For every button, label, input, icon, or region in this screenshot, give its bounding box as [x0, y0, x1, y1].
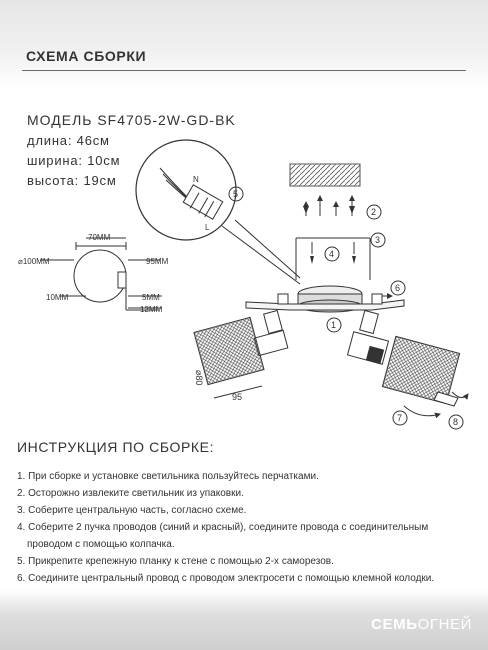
- svg-text:2: 2: [371, 207, 377, 217]
- callout-8: [449, 415, 463, 429]
- right-shade: [348, 311, 468, 416]
- canopy-arm: [246, 286, 404, 312]
- dimension-drawing: [18, 233, 169, 314]
- svg-text:4: 4: [329, 249, 335, 259]
- model-name: МОДЕЛЬ SF4705-2W-GD-BK: [27, 112, 236, 128]
- assembly-diagram: [0, 130, 488, 430]
- header-divider: [22, 70, 466, 71]
- svg-text:6: 6: [395, 283, 401, 293]
- dim-70: 70ММ: [88, 233, 111, 242]
- instruction-step-5: 5. Прикрепите крепежную планку к стене с помощью 2-х саморезов.: [17, 556, 334, 567]
- brand-light: ОГНЕЙ: [417, 616, 472, 633]
- left-shade: [194, 311, 288, 402]
- shade-diameter-dim: ⌀80: [194, 370, 204, 386]
- brand-logo: [371, 616, 472, 633]
- wire-label-n: N: [193, 175, 199, 184]
- svg-text:5: 5: [233, 189, 239, 199]
- spec-length: длина: 46см: [27, 133, 110, 148]
- screw-icons: [303, 196, 355, 216]
- callout-2: [367, 205, 381, 219]
- callout-6: [391, 281, 405, 295]
- instructions-title: ИНСТРУКЦИЯ ПО СБОРКЕ:: [17, 439, 215, 455]
- page-title: СХЕМА СБОРКИ: [26, 48, 147, 64]
- brand-bold: СЕМЬ: [371, 616, 418, 633]
- wall-section: [290, 164, 360, 186]
- shade-length-dim: 95: [232, 392, 243, 402]
- instruction-step-1: 1. При сборке и установке светильника пользуйтесь перчатками.: [17, 471, 319, 482]
- header-band: [0, 0, 488, 88]
- wire-label-l: L: [205, 223, 210, 232]
- mounting-plate: [296, 238, 370, 280]
- instruction-step-2: 2. Осторожно извлеките светильник из упаковки.: [17, 488, 244, 499]
- callout-7: [393, 411, 407, 425]
- callout-1: [327, 318, 341, 332]
- svg-text:3: 3: [375, 235, 381, 245]
- instruction-step-4: 4. Соберите 2 пучка проводов (синий и красный), соедините провода с соединительным: [17, 522, 429, 533]
- instruction-step-4-continued: проводом с помощью колпачка.: [27, 539, 175, 550]
- instruction-list: [17, 468, 434, 587]
- callout-4: [325, 247, 339, 261]
- spec-height: высота: 19см: [27, 173, 117, 188]
- dim-10: 10ММ: [46, 293, 69, 302]
- svg-text:1: 1: [331, 320, 337, 330]
- svg-text:8: 8: [453, 417, 459, 427]
- dim-5: 5ММ: [142, 293, 160, 302]
- dim-diameter-100: ⌀100ММ: [18, 257, 50, 266]
- instruction-step-3: 3. Соберите центральную часть, согласно схеме.: [17, 505, 247, 516]
- spec-width: ширина: 10см: [27, 153, 121, 168]
- svg-text:7: 7: [397, 413, 403, 423]
- dim-95: 95ММ: [146, 257, 169, 266]
- instruction-step-6: 6. Соедините центральный провод с проводом электросети с помощью клемной колодки.: [17, 573, 435, 584]
- callout-5: [229, 187, 243, 201]
- dim-12: 12ММ: [140, 305, 163, 314]
- callout-3: [371, 233, 385, 247]
